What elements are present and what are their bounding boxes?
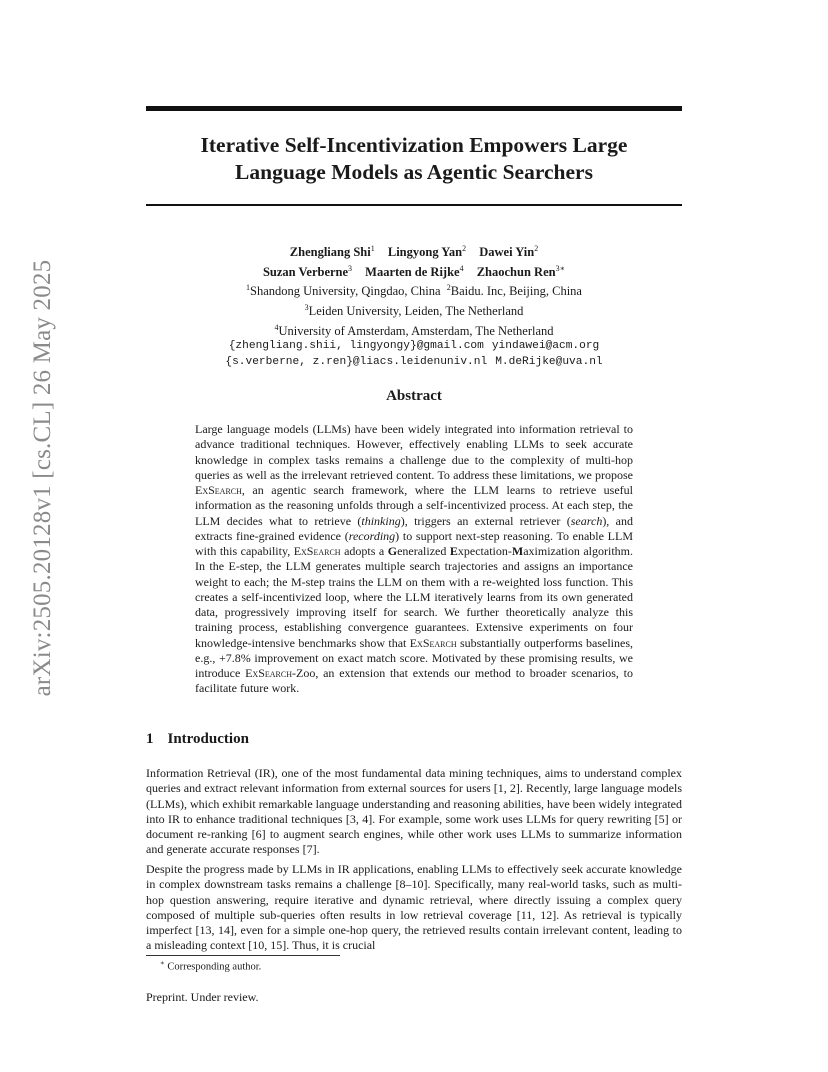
abstract-body: Large language models (LLMs) have been widely integrated into information retrieval to advance traditional techniques. However, effectively enabling LLMs to seek accurate knowledge in complex tasks remains a challenge due to the complexity of multi-hop queries as well as the irrelevant retrieved content. To address these limitations, we propose ExSearch, an agentic search framework, where the LLM learns to retrieve useful information as the reasoning unfolds through a self-incentivized process. At each step, the LLM decides what to retrieve (thinking), triggers an external retriever (search), and extracts fine-grained evidence (recording) to support next-step reasoning. To enable LLM with this capability, ExSearch adopts a Generalized Expectation-Maximization algorithm. In the E-step, the LLM generates multiple search trajectories and assigns an importance weight to each; the M-step trains the LLM on them with a re-weighted loss function. This creates a self-incentivized loop, where the LLM iteratively learns from its own generated data, progressively improving itself for search. We further theoretically analyze this training process, establishing convergence guarantees. Extensive experiments on four knowledge-intensive benchmarks show that ExSearch substantially outperforms baselines, e.g., +7.8% improvement on exact match score. Motivated by these promising results, we introduce ExSearch-Zoo, an extension that extends our method to broader scenarios, to facilitate future work. bbox=[195, 422, 634, 696]
email-row-1 bbox=[146, 339, 682, 355]
affiliation-row-2: $^3$Leiden University, Leiden, The Netherland bbox=[304, 302, 524, 319]
intro-paragraph-2: Despite the progress made by LLMs in IR applications, enabling LLMs to effectively seek accurate knowledge in complex downstream tasks remains a challenge [8–10]. Specifically, many real-world tasks, such as multi-hop question answering, require iterative and dynamic retrieval, where directly issuing a complex query composed of multiple sub-queries often results in low retrieval coverage [11, 12]. As retrieval is typically imperfect [13, 14], even for a simple one-hop query, the retrieved results contain irrelevant content, leading to a misleading context [10, 15]. Thus, it is crucial bbox=[146, 862, 682, 953]
preprint-note: Preprint. Under review. bbox=[146, 990, 259, 1004]
affiliation-row-1: $^1$Shandong University, Qingdao, China $^2$Baidu. Inc, Beijing, China bbox=[246, 283, 582, 299]
email: yindawei@acm.org bbox=[491, 340, 600, 353]
method-name: ExSearch bbox=[293, 544, 341, 558]
title-line-1: Iterative Self-Incentivization Empowers Large bbox=[200, 133, 628, 157]
author-name: Dawei Yin$^2$ bbox=[479, 244, 539, 260]
email-row-2 bbox=[146, 355, 682, 371]
method-name: ExSearch bbox=[195, 483, 242, 497]
paper-title bbox=[146, 132, 682, 186]
author-name: Zhengliang Shi$^1$ bbox=[289, 244, 375, 260]
section-heading-introduction bbox=[146, 731, 249, 748]
email: {s.verberne, z.ren}@liacs.leidenuniv.nl bbox=[225, 355, 488, 368]
affiliation-row-3: $^4$University of Amsterdam, Amsterdam, The Netherland bbox=[274, 322, 554, 338]
author-block bbox=[146, 241, 682, 370]
author-name: Lingyong Yan$^2$ bbox=[387, 244, 467, 260]
author-name: Suzan Verberne$^3$ bbox=[262, 263, 353, 279]
footnote-rule bbox=[146, 955, 340, 956]
email: {zhengliang.shii, lingyongy}@gmail.com bbox=[228, 340, 484, 353]
section-number: 1 bbox=[146, 731, 154, 747]
method-name: ExSearch bbox=[245, 666, 292, 680]
author-names-row-1 bbox=[146, 241, 682, 261]
intro-paragraph-1: Information Retrieval (IR), one of the most fundamental data mining techniques, aims to understand complex queries and extract relevant information from external sources for users [1, 2]. Recently, large language models (LLMs), which exhibit remarkable language understanding and reasoning abilities, have been widely integrated into IR to enhance traditional techniques [3, 4]. For example, some work uses LLMs for query rewriting [5] or document re-ranking [6] to augment search engines, while other work uses LLMs to summarize information and generate accurate responses [7]. bbox=[146, 766, 682, 857]
email: M.deRijke@uva.nl bbox=[495, 355, 603, 368]
title-bottom-rule bbox=[146, 204, 682, 206]
arxiv-identifier: arXiv:2505.20128v1 [cs.CL] 26 May 2025 bbox=[29, 259, 56, 697]
method-name: ExSearch bbox=[409, 635, 457, 650]
title-line-2: Language Models as Agentic Searchers bbox=[235, 160, 593, 184]
author-name: Zhaochun Ren$^{3∗}$ bbox=[476, 263, 566, 279]
author-name: Maarten de Rijke$^4$ bbox=[365, 263, 464, 279]
author-names-row-2 bbox=[146, 261, 682, 281]
abstract-heading: Abstract bbox=[386, 388, 442, 404]
title-top-rule bbox=[146, 106, 682, 111]
footnote: ∗ Corresponding author. bbox=[160, 959, 262, 973]
section-title: Introduction bbox=[167, 731, 249, 747]
